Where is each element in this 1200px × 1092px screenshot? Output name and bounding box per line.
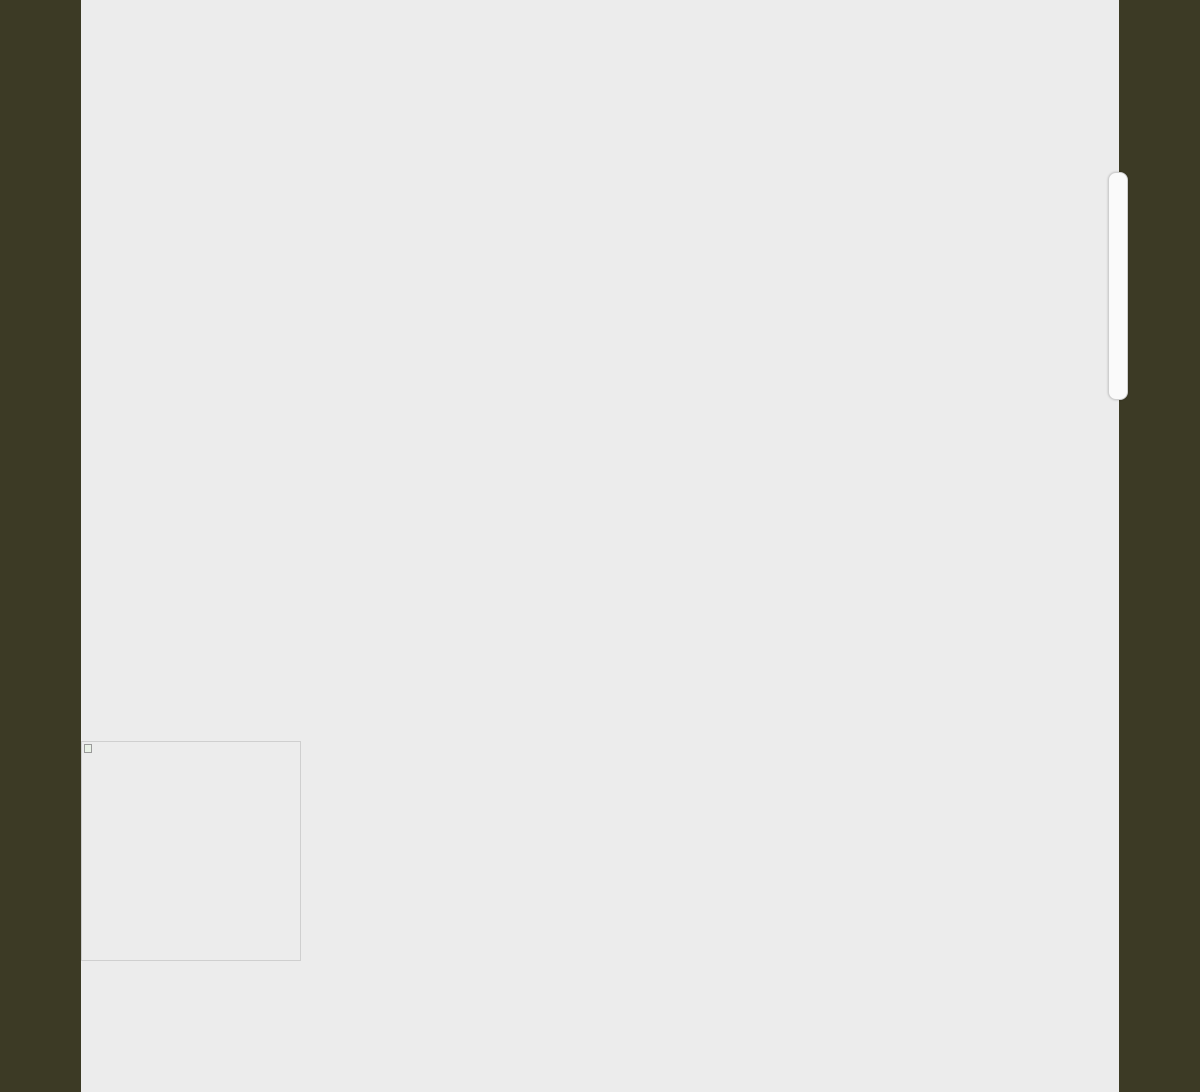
broken-image-icon (84, 744, 92, 753)
broken-image-placeholder (81, 741, 301, 961)
scrollbar-handle[interactable] (1108, 172, 1128, 400)
